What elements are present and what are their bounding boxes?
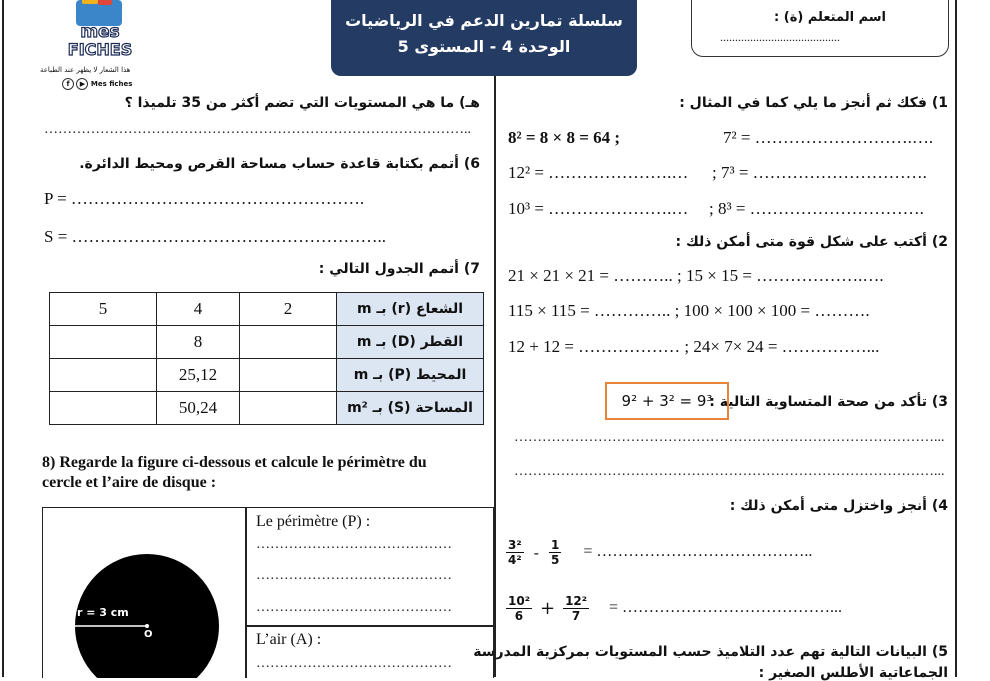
left-border xyxy=(2,0,4,677)
q1-row2-a: 12² = ………………….… xyxy=(508,163,689,182)
q4-expression-2 xyxy=(506,586,842,630)
q3-answer-line-1: ………………………………………………………………………………... xyxy=(514,430,945,445)
operator: - xyxy=(533,542,540,562)
perimeter-dots-3: …………………………………… xyxy=(256,600,452,615)
row-header-area: المساحة (S) بـ m² xyxy=(337,392,484,425)
table-cell[interactable] xyxy=(240,359,337,392)
table-row xyxy=(50,293,484,326)
table-cell[interactable]: 4 xyxy=(157,293,240,326)
student-name-box[interactable] xyxy=(691,0,949,57)
row-header-radius: الشعاع (r) بـ m xyxy=(337,293,484,326)
header-banner xyxy=(331,0,637,76)
q2-row1: 21 × 21 × 21 = ……….. ; 15 × 15 = ……………….…. xyxy=(508,266,884,285)
right-border xyxy=(955,0,957,677)
logo-note: هذا الشعار لا يظهر عند الطباعة xyxy=(40,66,131,74)
q1-row2-b: ; 7³ = …………………………. xyxy=(712,163,927,182)
facebook-icon: f xyxy=(62,78,74,90)
q3-equation-box xyxy=(605,382,729,420)
row-header-perimeter: المحيط (P) بـ m xyxy=(337,359,484,392)
area-formula-line: S = ……………………………………………….. xyxy=(44,227,387,246)
q7-title: 7) أتمم الجدول التالي : xyxy=(318,261,480,277)
social-icons xyxy=(62,78,132,90)
table-row xyxy=(50,359,484,392)
q8-figure-frame xyxy=(42,507,494,678)
circle-figure xyxy=(43,508,243,678)
table-cell[interactable]: 8 xyxy=(157,326,240,359)
student-name-label: اسم المتعلم (ة) : xyxy=(774,10,886,25)
table-cell[interactable] xyxy=(50,326,157,359)
q5-title-cont: الجماعاتية الأطلس الصغير : xyxy=(758,665,948,681)
fraction: $\frac{\text{12²}}{7}$ xyxy=(565,593,588,623)
student-name-dots: ........................................ xyxy=(720,30,840,44)
logo xyxy=(66,0,134,66)
q2-row3: 12 + 12 = ……………… ; 24× 7× 24 = ……………... xyxy=(508,337,880,356)
q1-title: 1) فكك ثم أنجز ما يلي كما في المثال : xyxy=(679,95,948,111)
fraction: $\frac{\text{10²}}{6}$ xyxy=(508,593,530,623)
table-cell[interactable] xyxy=(50,392,157,425)
q1-row3-b: ; 8³ = …………………………. xyxy=(709,199,924,218)
table-cell[interactable] xyxy=(240,326,337,359)
answer-dots: = …………………………………... xyxy=(609,599,843,616)
q3-equation: 9² + 3² = 9³ xyxy=(621,392,713,410)
header-subtitle: الوحدة 4 - المستوى 5 xyxy=(397,37,571,56)
table-cell[interactable] xyxy=(50,359,157,392)
header-title: سلسلة تمارين الدعم في الرياضيات xyxy=(345,11,623,30)
answer-dots: = ………………………………….. xyxy=(583,543,813,560)
row-header-diameter: القطر (D) بـ m xyxy=(337,326,484,359)
area-dots-1: …………………………………… xyxy=(256,656,452,671)
q3-title: 3) تأكد من صحة المتساوية التالية : xyxy=(709,394,948,410)
q4-title: 4) أنجز واختزل متى أمكن ذلك : xyxy=(729,498,948,514)
logo-word-fiches: FICHES xyxy=(67,40,133,59)
table-cell[interactable]: 2 xyxy=(240,293,337,326)
radius-label: r = 3 cm xyxy=(77,606,129,619)
column-divider xyxy=(494,0,496,677)
perimeter-dots-1: …………………………………… xyxy=(256,537,452,552)
table-cell[interactable] xyxy=(240,392,337,425)
table-cell[interactable]: 5 xyxy=(50,293,157,326)
perimeter-dots-2: …………………………………… xyxy=(256,568,452,583)
center-label: O xyxy=(144,629,153,640)
q1-example: 8² = 8 × 8 = 64 ; xyxy=(508,128,621,147)
area-label: L’air (A) : xyxy=(256,631,322,648)
table-row xyxy=(50,392,484,425)
q5-title: 5) البيانات التالية تهم عدد التلاميذ حسب المستويات بمركزية المدرسة xyxy=(473,644,948,660)
table-cell[interactable]: 50,24 xyxy=(157,392,240,425)
qh-answer-line: ……………………………………………………………………………….. xyxy=(44,122,471,137)
fraction: $\frac{1}{5}$ xyxy=(551,537,560,567)
q6-title: 6) أتمم بكتابة قاعدة حساب مساحة القرص ومحيط الدائرة. xyxy=(79,156,480,172)
circle-table xyxy=(49,292,484,425)
q1-row3-a: 10³ = ………………….… xyxy=(508,199,689,218)
figure-column-divider xyxy=(245,508,247,678)
perimeter-label: Le périmètre (P) : xyxy=(256,513,371,530)
social-handle: Mes fiches xyxy=(90,80,133,88)
q1-row1-left: 7² = ……………………….…. xyxy=(723,128,934,147)
perimeter-formula-line: P = ……………………………………………. xyxy=(44,189,365,208)
q3-answer-line-2: ………………………………………………………………………………... xyxy=(514,464,945,479)
q2-title: 2) أكتب على شكل قوة متى أمكن ذلك : xyxy=(675,234,948,250)
center-point xyxy=(145,624,149,628)
operator: + xyxy=(539,597,556,619)
table-row xyxy=(50,326,484,359)
qh-title: هـ) ما هي المستويات التي تضم أكثر من 35 تلميذا ؟ xyxy=(124,95,480,111)
logo-word-mes: mes xyxy=(80,22,120,42)
q8-title-line2: cercle et l’aire de disque : xyxy=(42,474,217,491)
figure-row-divider xyxy=(245,625,493,627)
q4-expression-1 xyxy=(506,530,812,574)
youtube-icon: ▶ xyxy=(76,78,88,90)
q8-title-line1: 8) Regarde la figure ci-dessous et calcule le périmètre du xyxy=(42,454,427,471)
q2-row2: 115 × 115 = ………….. ; 100 × 100 × 100 = ………. xyxy=(508,301,870,320)
table-cell[interactable]: 25,12 xyxy=(157,359,240,392)
fraction: $\frac{\text{3²}}{\text{4²}}$ xyxy=(508,537,522,567)
